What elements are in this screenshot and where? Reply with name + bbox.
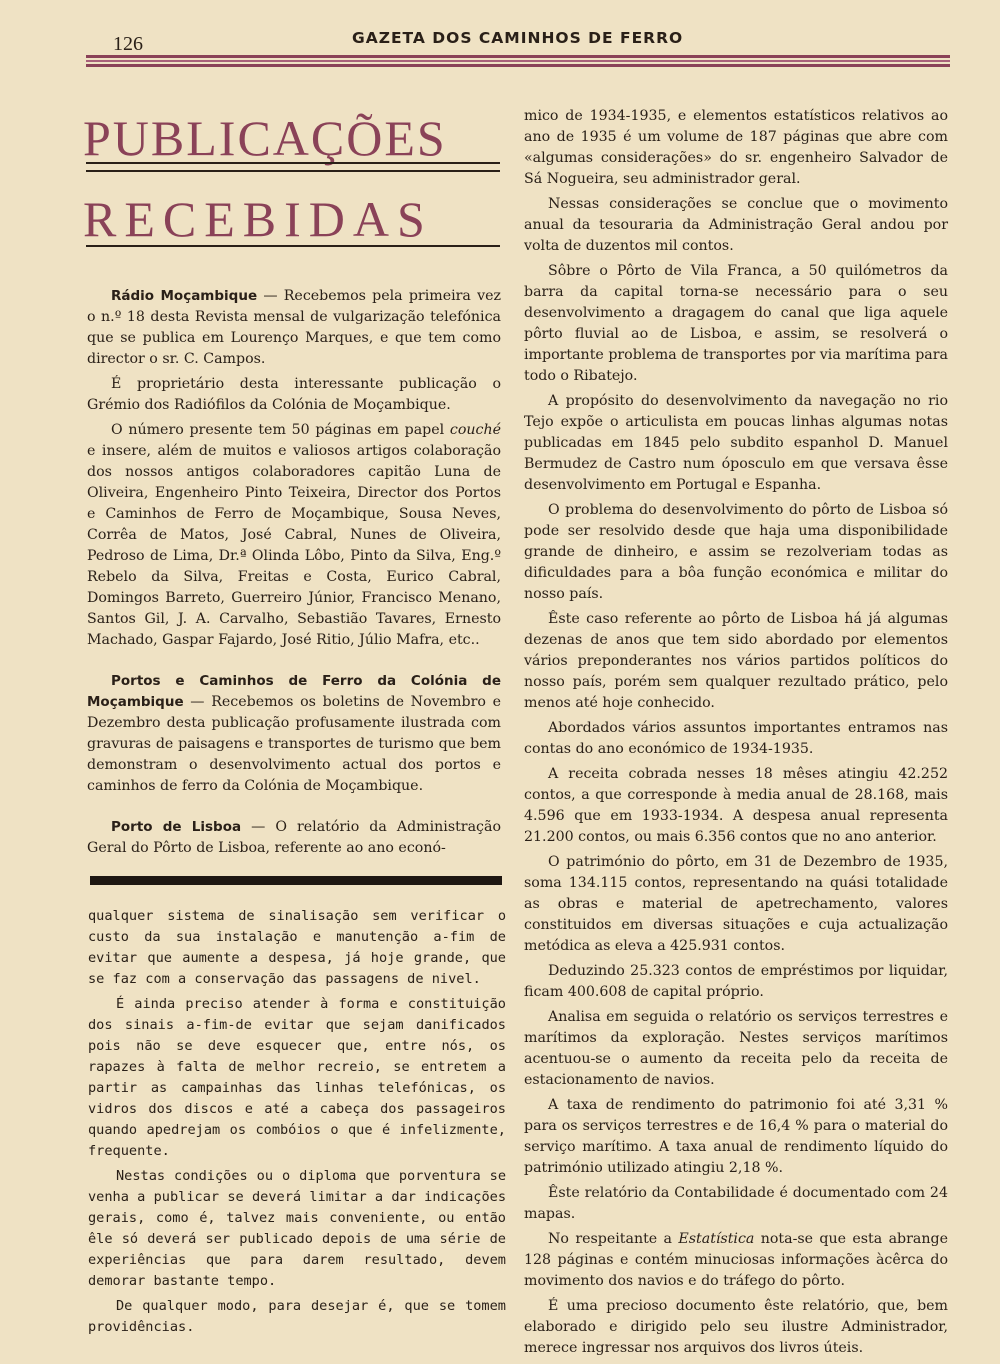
title-rule [86,170,500,172]
right-paragraph-3: Sôbre o Pôrto de Vila Franca, a 50 quilómetros da barra da capital torna-se necessário para o seu desenvolvimento a dragagem do canal que liga aquele pôrto fluvial ao de Lisboa, e assim, se resolverá o importante problema de transportes por via marítima para todo o Ribatejo. [524,263,948,384]
section-title-line1: PUBLICAÇÕES [83,110,447,166]
right-paragraph-14: No respeitante a Estatística nota-se que esta abrange 128 páginas e contém minuciosas informações àcêrca do movimento dos navios e do tráfego do pôrto. [524,1231,948,1289]
right-paragraph-6: Êste caso referente ao pôrto de Lisboa há já algumas dezenas de anos que tem sido abordado por elementos vários preponderantes nos vários partidos políticos do nosso país, porém sem qualquer rezultado prático, pelo menos até hoje conhecido. [524,611,948,711]
right-paragraph-11: Analisa em seguida o relatório os serviços terrestres e marítimos da exploração. Nestes serviços marítimos acentuou-se o aumento da receita pelo da receita de estacionamento de navios. [524,1009,948,1088]
left-column-top [87,286,501,863]
radio-paragraph-3: O número presente tem 50 páginas em papel couché e insere, além de muitos e valiosos artigos colaboração dos nossos antigos colaboradores capitão Luna de Oliveira, Engenheiro Pinto Teixeira, Director dos Portos e Caminhos de Ferro de Moçambique, Sousa Neves, Corrêa de Matos, José Cabral, Nunes de Oliveira, Pedroso de Lima, Dr.ª Olinda Lôbo, Pinto da Silva, Eng.º Rebelo da Silva, Freitas e Costa, Eurico Cabral, Domingos Barreto, Guerreiro Júnior, Francisco Menano, Santos Gil, J. A. Carvalho, Sebastião Tavares, Ernesto Machado, Gaspar Fajardo, José Ritio, Júlio Mafra, etc.. [87,422,501,648]
item-heading-portos: Portos e Caminhos de Ferro da Colónia de Moçambique [87,673,501,710]
right-paragraph-12: A taxa de rendimento do patrimonio foi até 3,31 % para os serviços terrestres e de 16,4 % para o material do serviço marítimo. A taxa anual de rendimento líquido do património utilizado atingiu 2,18 %. [524,1097,948,1176]
radio-paragraph-2: É proprietário desta interessante publicação o Grémio dos Radiófilos da Colónia de Moçambique. [87,376,501,413]
continued-paragraph-4: De qualquer modo, para desejar é, que se tomem providências. [88,1298,506,1335]
right-paragraph-15: É uma precioso documento êste relatório, que, bem elaborado e dirigido pelo seu ilustre Administrador, merece ingressar nos arquivos dos livros úteis. [524,1298,948,1356]
title-rule [86,162,500,164]
item-heading-radio: Rádio Moçambique [111,288,258,304]
column-divider-rule [90,876,502,885]
right-paragraph-1: mico de 1934-1935, e elementos estatísticos relativos ao ano de 1935 é um volume de 187 páginas que abre com «algumas considerações» do sr. engenheiro Salvador de Sá Nogueira, seu administrador geral. [524,108,948,187]
right-paragraph-5: O problema do desenvolvimento do pôrto de Lisboa só pode ser resolvido desde que haja uma disponibilidade grande de dinheiro, e assim se rezolveriam todas as dificuldades para a bôa função económica e militar do nosso país. [524,502,948,602]
lisboa-paragraph: Porto de Lisboa — O relatório da Administração Geral do Pôrto de Lisboa, referente ao ano econó- [87,819,501,856]
right-paragraph-8: A receita cobrada nesses 18 mêses atingiu 42.252 contos, a que corresponde à media anual de 28.168, mais 4.596 que em 1933-1934. A despesa anual representa 21.200 contos, ou mais 6.356 contos que no ano anterior. [524,766,948,845]
right-paragraph-13: Êste relatório da Contabilidade é documentado com 24 mapas. [524,1185,948,1222]
right-paragraph-10: Deduzindo 25.323 contos de empréstimos por liquidar, ficam 400.608 de capital próprio. [524,963,948,1000]
page-number: 126 [113,33,143,55]
right-column [524,106,948,1363]
portos-paragraph: Portos e Caminhos de Ferro da Colónia de Moçambique — Recebemos os boletins de Novembro e Dezembro desta publicação profusamente ilustrada com gravuras de paisagens e transportes de turismo que bem demonstram o desenvolvimento actual dos portos e caminhos de ferro da Colónia de Moçambique. [87,673,501,794]
radio-paragraph-1: Rádio Moçambique — Recebemos pela primeira vez o n.º 18 desta Revista mensal de vulgarização telefónica que se publica em Lourenço Marques, e que tem como director o sr. C. Campos. [87,288,501,367]
journal-title: GAZETA DOS CAMINHOS DE FERRO [352,29,684,47]
left-column-bottom [88,906,506,1342]
continued-paragraph-1: qualquer sistema de sinalisação sem verificar o custo da sua instalação e manutenção a-fim de evitar que aumente a despesa, já hoje grande, que se faz com a conservação das passagens de nivel. [88,908,506,987]
header-rule [86,55,950,67]
section-title-line2: RECEBIDAS [83,191,433,247]
continued-paragraph-3: Nestas condições ou o diploma que porventura se venha a publicar se deverá limitar a dar indicações gerais, como é, talvez mais conveniente, ou então êle só deverá ser publicado depois de uma série de experiências que para darem resultado, devem demorar bastante tempo. [88,1168,506,1289]
right-paragraph-2: Nessas considerações se conclue que o movimento anual da tesouraria da Administração Geral andou por volta de duzentos mil contos. [524,196,948,254]
right-paragraph-7: Abordados vários assuntos importantes entramos nas contas do ano económico de 1934-1935. [524,720,948,757]
title-rule [86,245,500,247]
right-paragraph-9: O património do pôrto, em 31 de Dezembro de 1935, soma 134.115 contos, representando na quási totalidade as obras e material de apetrechamento, valores constituidos em diversas situações e cuja actualização metódica as eleva a 425.931 contos. [524,854,948,954]
right-paragraph-4: A propósito do desenvolvimento da navegação no rio Tejo expõe o articulista em poucas linhas algumas notas publicadas em 1845 pelo subdito espanhol D. Manuel Bermudez de Castro num óposculo em que versava êsse desenvolvimento em Portugal e Espanha. [524,393,948,493]
continued-paragraph-2: É ainda preciso atender à forma e constituição dos sinais a-fim-de evitar que sejam danificados pois não se deve esquecer que, entre nós, os rapazes à falta de melhor recreio, se entretem a partir as campainhas das linhas telefónicas, os vidros dos discos e até a cabeça dos passageiros quando apedrejam os combóios o que é infelizmente, frequente. [88,996,506,1159]
item-heading-lisboa: Porto de Lisboa [111,819,242,835]
